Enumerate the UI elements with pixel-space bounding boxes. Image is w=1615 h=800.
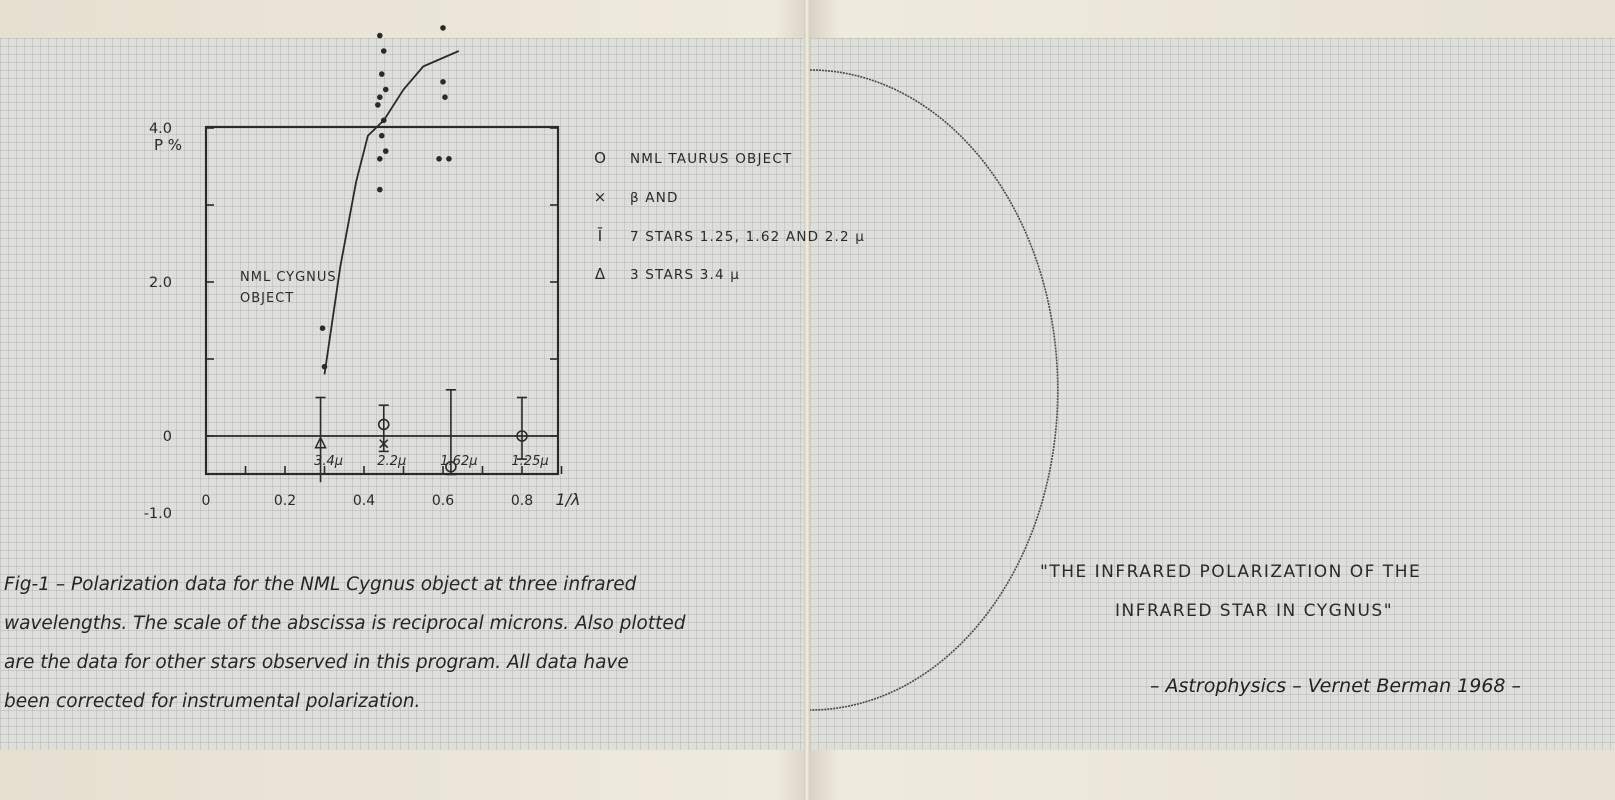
y-tick-label: 2.0 <box>148 275 172 291</box>
cygnus-point <box>379 133 385 139</box>
cygnus-point <box>377 156 383 162</box>
cygnus-point <box>379 71 385 77</box>
paper-title <box>1040 553 1421 631</box>
legend-symbol: O <box>594 149 606 167</box>
legend-label: 3 STARS 3.4 μ <box>630 267 741 283</box>
caption-line-4: been corrected for instrumental polarization. <box>4 691 421 712</box>
circle-arc <box>810 70 1058 710</box>
x-tick-label: 0.8 <box>510 493 534 509</box>
legend-label: β AND <box>630 190 679 206</box>
title-line-1: "THE INFRARED POLARIZATION OF THE <box>1040 562 1422 582</box>
y-tick-label: -1.0 <box>143 506 172 522</box>
cygnus-annotation: NML CYGNUS <box>240 270 337 285</box>
caption-line-3: are the data for other stars observed in this program. All data have <box>4 652 629 673</box>
caption-line-1: Fig-1 – Polarization data for the NML Cygnus object at three infrared <box>4 574 637 595</box>
cygnus-point <box>377 94 383 100</box>
cygnus-annotation: OBJECT <box>240 291 295 306</box>
wavelength-label: 2.2μ <box>377 454 407 469</box>
y-tick-label: 0 <box>162 429 172 445</box>
legend-label: NML TAURUS OBJECT <box>630 151 793 167</box>
legend-symbol: Δ <box>594 265 606 283</box>
x-tick-label: 0.4 <box>352 493 376 509</box>
caption-line-2: wavelengths. The scale of the abscissa is reciprocal microns. Also plotted <box>4 613 686 634</box>
wavelength-label: 1.25μ <box>511 454 549 469</box>
legend-symbol: × <box>593 188 607 206</box>
x-tick-label: 0 <box>201 493 211 509</box>
cygnus-point <box>377 187 383 193</box>
cygnus-point <box>383 87 389 93</box>
x-axis-label: 1/λ <box>555 490 581 509</box>
cygnus-point <box>375 102 381 108</box>
cygnus-point <box>383 148 389 154</box>
cygnus-point <box>320 325 326 331</box>
cygnus-point <box>377 33 383 39</box>
title-line-2: INFRARED STAR IN CYGNUS" <box>1115 601 1394 621</box>
cygnus-curve <box>325 51 459 374</box>
legend-label: 7 STARS 1.25, 1.62 AND 2.2 μ <box>630 229 866 245</box>
cygnus-point <box>436 156 442 162</box>
y-axis-label: P % <box>153 136 183 154</box>
legend <box>594 149 865 283</box>
cygnus-point <box>440 25 446 31</box>
wavelength-label: 1.62μ <box>440 454 478 469</box>
y-tick-label: 4.0 <box>148 121 172 137</box>
wavelength-label: 3.4μ <box>314 454 344 469</box>
cygnus-point <box>442 94 448 100</box>
cygnus-point <box>381 48 387 54</box>
byline: – Astrophysics – Vernet Berman 1968 – <box>1150 675 1522 697</box>
legend-symbol: Ī <box>597 227 603 245</box>
cygnus-point <box>446 156 452 162</box>
cygnus-point <box>381 118 387 124</box>
x-tick-label: 0.6 <box>431 493 455 509</box>
x-tick-label: 0.2 <box>273 493 297 509</box>
cygnus-point <box>440 79 446 85</box>
cygnus-point <box>322 364 328 370</box>
figure-caption <box>4 565 784 721</box>
